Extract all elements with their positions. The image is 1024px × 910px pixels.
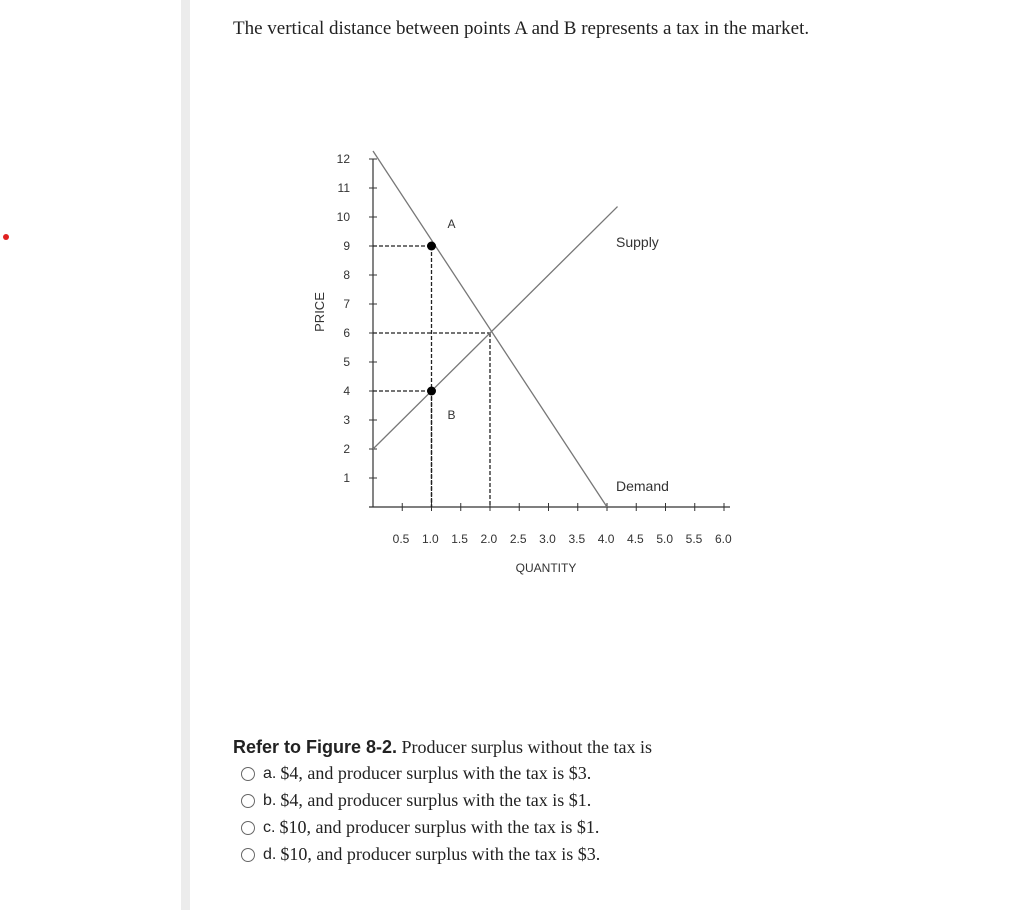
- x-tick-label-0.5: 0.5: [392, 532, 410, 546]
- option-letter: b.: [263, 791, 277, 809]
- x-tick-label-3: 3.0: [539, 532, 556, 546]
- point-a-marker: [427, 242, 436, 251]
- point-a-label: A: [447, 217, 456, 231]
- x-tick-label-4: 4.0: [597, 532, 615, 546]
- question-prompt: [233, 737, 652, 758]
- x-tick-label-4.5: 4.5: [627, 532, 644, 546]
- option-a[interactable]: [241, 760, 652, 787]
- option-letter: c.: [263, 818, 276, 836]
- radio-circle-icon[interactable]: [241, 848, 255, 862]
- y-tick-label-9: 9: [343, 239, 350, 253]
- prompt-text: Producer surplus without the tax is: [397, 737, 653, 757]
- supply-label: Supply: [616, 234, 659, 250]
- x-tick-label-2: 2.0: [480, 532, 498, 546]
- y-axis-title: PRICE: [312, 292, 327, 332]
- y-tick-label-11: 11: [337, 181, 350, 195]
- question-block: [233, 737, 652, 868]
- demand-label: Demand: [616, 478, 669, 494]
- y-tick-label-2: 2: [343, 442, 350, 456]
- y-tick-label-1: 1: [343, 471, 350, 485]
- y-tick-label-12: 12: [336, 152, 350, 166]
- option-text: $10, and producer surplus with the tax is $3.: [280, 844, 601, 864]
- radio-circle-icon[interactable]: [241, 767, 255, 781]
- y-tick-label-6: 6: [343, 326, 350, 340]
- x-tick-label-1.5: 1.5: [451, 532, 468, 546]
- x-tick-label-5.5: 5.5: [685, 532, 703, 546]
- radio-circle-icon[interactable]: [241, 821, 255, 835]
- option-text: $4, and producer surplus with the tax is $1.: [280, 790, 592, 810]
- option-letter: d.: [263, 845, 277, 863]
- point-b-label: B: [447, 408, 456, 422]
- radio-circle-icon[interactable]: [241, 794, 255, 808]
- option-text: $10, and producer surplus with the tax is $1.: [279, 817, 600, 837]
- option-c[interactable]: [241, 814, 652, 841]
- y-tick-label-10: 10: [336, 210, 350, 224]
- figure-reference: Refer to Figure 8-2.: [233, 737, 398, 757]
- y-tick-label-4: 4: [343, 384, 350, 398]
- supply-line: [373, 207, 618, 449]
- option-b[interactable]: [241, 787, 652, 814]
- x-tick-label-3.5: 3.5: [568, 532, 586, 546]
- y-tick-label-8: 8: [343, 268, 350, 282]
- point-b-marker: [427, 387, 436, 396]
- option-text: $4, and producer surplus with the tax is $3.: [280, 763, 592, 783]
- question-stem: The vertical distance between points A and B represents a tax in the market.: [233, 18, 810, 39]
- answer-options: [233, 760, 652, 868]
- x-tick-label-1: 1.0: [421, 532, 439, 546]
- option-d[interactable]: [241, 841, 652, 868]
- x-tick-label-2.5: 2.5: [509, 532, 527, 546]
- y-tick-label-5: 5: [343, 355, 350, 369]
- x-tick-label-5: 5.0: [656, 532, 674, 546]
- x-axis-title: QUANTITY: [515, 561, 577, 575]
- x-tick-label-6: 6.0: [714, 532, 732, 546]
- curves: [373, 151, 618, 507]
- option-letter: a.: [263, 764, 277, 782]
- axes: [337, 152, 732, 546]
- y-tick-label-7: 7: [343, 297, 350, 311]
- y-tick-label-3: 3: [343, 413, 350, 427]
- guide-lines: [373, 246, 490, 507]
